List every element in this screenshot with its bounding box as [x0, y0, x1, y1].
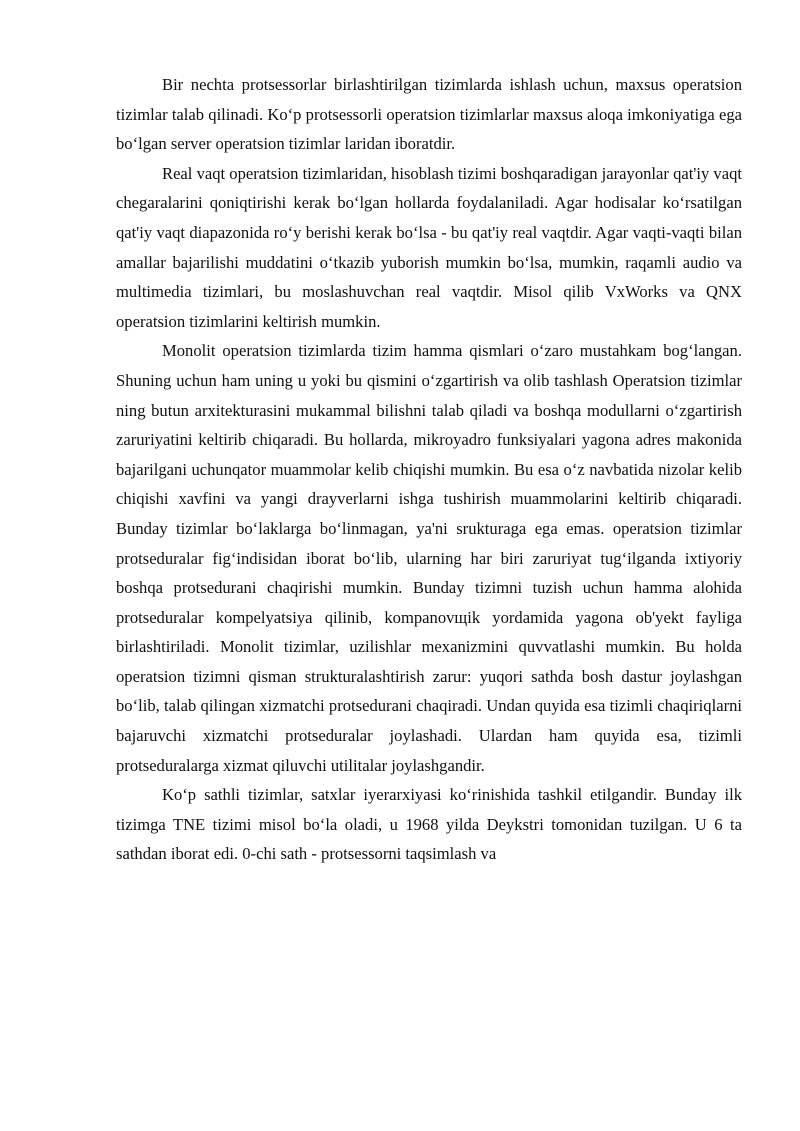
paragraph-multiprocessor-os: Bir nechta protsessorlar birlashtirilgan tizimlarda ishlash uchun, maxsus operatsion tizimlar talab qilinadi. Ko‘p protsessorli operatsion tizimlarlar maxsus aloqa imkoniyatiga ega bo‘lgan server operatsion tizimlar laridan iboratdir.: [116, 75, 742, 154]
paragraph-multilevel-systems: Ko‘p sathli tizimlar, satxlar iyerarxiyasi ko‘rinishida tashkil etilgandir. Bunday ilk tizimga TNE tizimi misol bo‘la oladi, u 1968 yilda Deykstri tomonidan tuzilgan. U 6 ta sathdan iborat edi. 0-chi sath - protsessorni taqsimlash va: [116, 785, 742, 864]
paragraph-real-time-os: Real vaqt operatsion tizimlaridan, hisoblash tizimi boshqaradigan jarayonlar qat'iy vaqt chegaralarini qoniqtirishi kerak bo‘lgan hollarda foydalaniladi. Agar hodisalar ko‘rsatilgan qat'iy vaqt diapazonida ro‘y berishi kerak bo‘lsa - bu qat'iy real vaqtdir. Agar vaqti-vaqti bilan amallar bajarilishi muddatini o‘tkazib yuborish mumkin bo‘lsa, mumkin, raqamli audio va multimedia tizimlari, bu moslashuvchan real vaqtdir. Misol qilib VxWorks va QNX operatsion tizimlarini keltirish mumkin.: [116, 163, 742, 331]
paragraph-monolithic-os: Monolit operatsion tizimlarda tizim hamma qismlari o‘zaro mustahkam bog‘langan. Shuning uchun ham uning u yoki bu qismini o‘zgartirish va olib tashlash Operatsion tizimlar ning butun arxitekturasini mukammal bilishni talab qiladi va boshqa modullarni o‘zgartirish zaruriyatini keltirib chiqaradi. Bu hollarda, mikroyadro funksiyalari yagona adres makonida bajarilgani uchunqator muammolar kelib chiqishi mumkin. Bu esa o‘z navbatida nizolar kelib chiqishi xavfini va yangi drayverlarni ishga tushirish muammolarini keltirib chiqaradi. Bunday tizimlar bo‘laklarga bo‘linmagan, ya'ni srukturaga ega emas. operatsion tizimlar protseduralar fig‘indisidan iborat bo‘lib, ularning har biri zaruriyat tug‘ilganda ixtiyoriy boshqa protsedurani chaqirishi mumkin. Bunday tizimni tuzish uchun hamma alohida protseduralar kompelyatsiya qilinib, kompanovщik yordamida yagona ob'yekt fayliga birlashtiriladi. Monolit tizimlar, uzilishlar mexanizmini quvvatlashi mumkin. Bu holda operatsion tizimni qisman strukturalashtirish zarur: yuqori sathda bosh dastur joylashgan bo‘lib, talab qilingan xizmatchi protsedurani chaqiradi. Undan quyida esa tizimli chaqiriqlarni bajaruvchi xizmatchi protseduralar joylashadi. Ulardan ham quyida esa, tizimli protseduralarga xizmat qiluvchi utilitalar joylashgandir.: [116, 341, 742, 775]
document-page: [116, 70, 742, 869]
